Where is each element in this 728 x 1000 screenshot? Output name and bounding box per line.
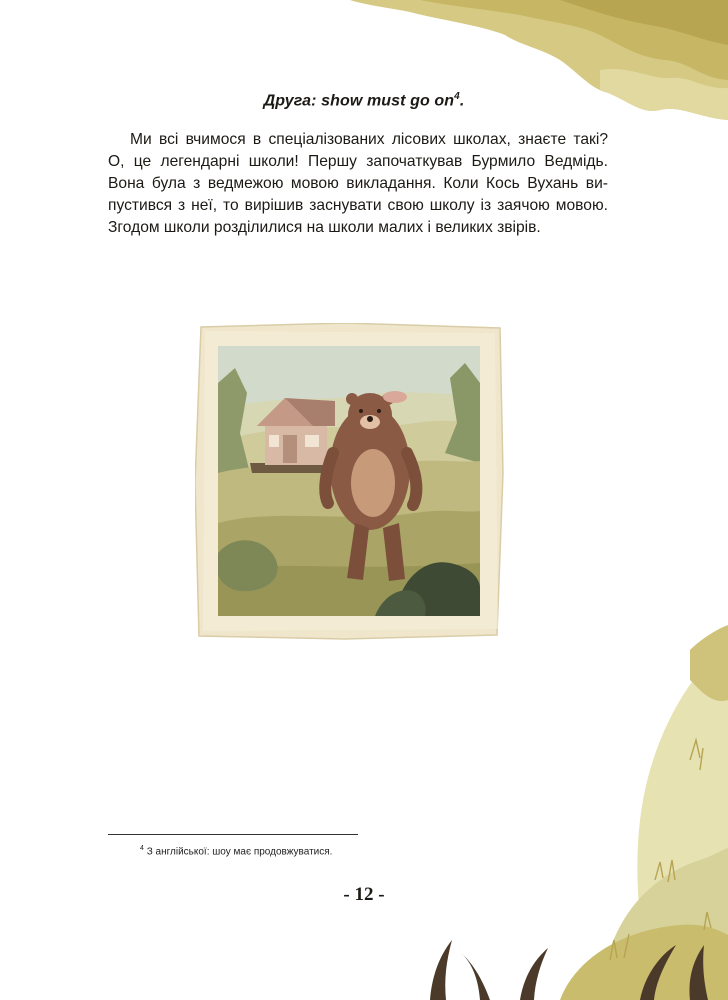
paragraph-line: О, це легендарні школи! Першу започаткував Бурмило Ведмідь. bbox=[108, 153, 608, 170]
footnote-divider bbox=[108, 834, 358, 835]
paragraph-line: Згодом школи розділилися на школи малих і великих звірів. bbox=[108, 219, 541, 236]
paragraph-line: Вона була з ведмежою мовою викладання. Коли Кось Вухань ви- bbox=[108, 175, 608, 192]
page-number: - 12 - bbox=[343, 884, 385, 905]
footnote: $^4$ З англійської: шоу має продовжуватися. bbox=[140, 845, 333, 858]
body-paragraph bbox=[108, 129, 608, 239]
section-heading: Друга: show must go $on^4$. bbox=[263, 91, 465, 110]
paragraph-line: Ми всі вчимося в спеціалізованих лісових школах, знаєте такі? bbox=[130, 131, 608, 148]
bear-illustration bbox=[195, 323, 504, 640]
hill-bottom-right bbox=[560, 625, 728, 1000]
paragraph-line: пустився з неї, то вирішив заснувати свою школу із заячою мовою. bbox=[108, 197, 608, 214]
